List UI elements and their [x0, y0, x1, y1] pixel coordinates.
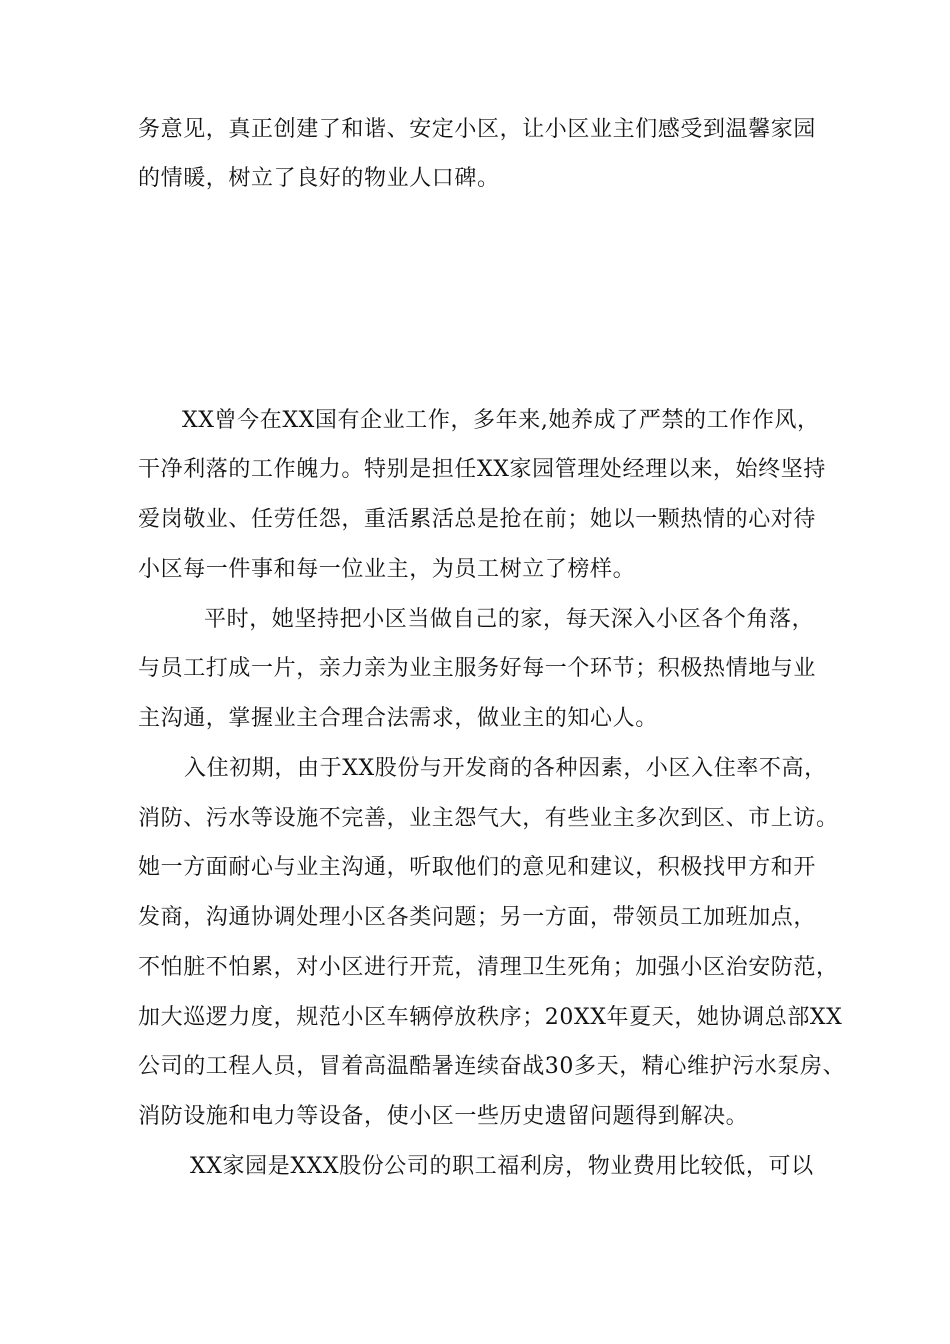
text-line: 她一方面耐心与业主沟通，听取他们的意见和建议，积极找甲方和开 — [138, 855, 817, 880]
text-line: 与员工打成一片，亲力亲为业主服务好每一个环节；积极热情地与业 — [138, 656, 817, 681]
text-line: 不怕脏不怕累，对小区进行开荒，清理卫生死角；加强小区治安防范， — [138, 955, 839, 980]
text-line: 主沟通，掌握业主合理合法需求，做业主的知心人。 — [138, 706, 658, 731]
text-line: 发商，沟通协调处理小区各类问题；另一方面，带领员工加班加点， — [138, 905, 817, 930]
text-line: XX曾今在XX国有企业工作，多年来,她养成了严禁的工作作风， — [182, 408, 820, 433]
text-line: 入住初期，由于XX股份与开发商的各种因素，小区入住率不高， — [184, 756, 827, 781]
text-line: 干净利落的工作魄力。特别是担任XX家园管理处经理以来，始终坚持 — [138, 457, 826, 482]
text-line: 的情暖，树立了良好的物业人口碑。 — [138, 166, 500, 191]
text-line: XX家园是XXX股份公司的职工福利房，物业费用比较低，可以 — [190, 1154, 814, 1179]
text-line: 爱岗敬业、任劳任怨，重活累活总是抢在前；她以一颗热情的心对待 — [138, 507, 817, 532]
text-line: 平时，她坚持把小区当做自己的家，每天深入小区各个角落， — [204, 607, 815, 632]
text-line: 消防设施和电力等设备，使小区一些历史遗留问题得到解决。 — [138, 1104, 749, 1129]
text-line: 加大巡逻力度，规范小区车辆停放秩序；20XX年夏天，她协调总部XX — [138, 1005, 843, 1030]
text-line: 消防、污水等设施不完善，业主怨气大，有些业主多次到区、市上访。 — [138, 806, 839, 831]
text-line: 务意见，真正创建了和谐、安定小区，让小区业主们感受到温馨家园 — [138, 117, 817, 142]
text-line: 公司的工程人员，冒着高温酷暑连续奋战30多天，精心维护污水泵房、 — [138, 1054, 846, 1079]
text-line: 小区每一件事和每一位业主，为员工树立了榜样。 — [138, 557, 636, 582]
